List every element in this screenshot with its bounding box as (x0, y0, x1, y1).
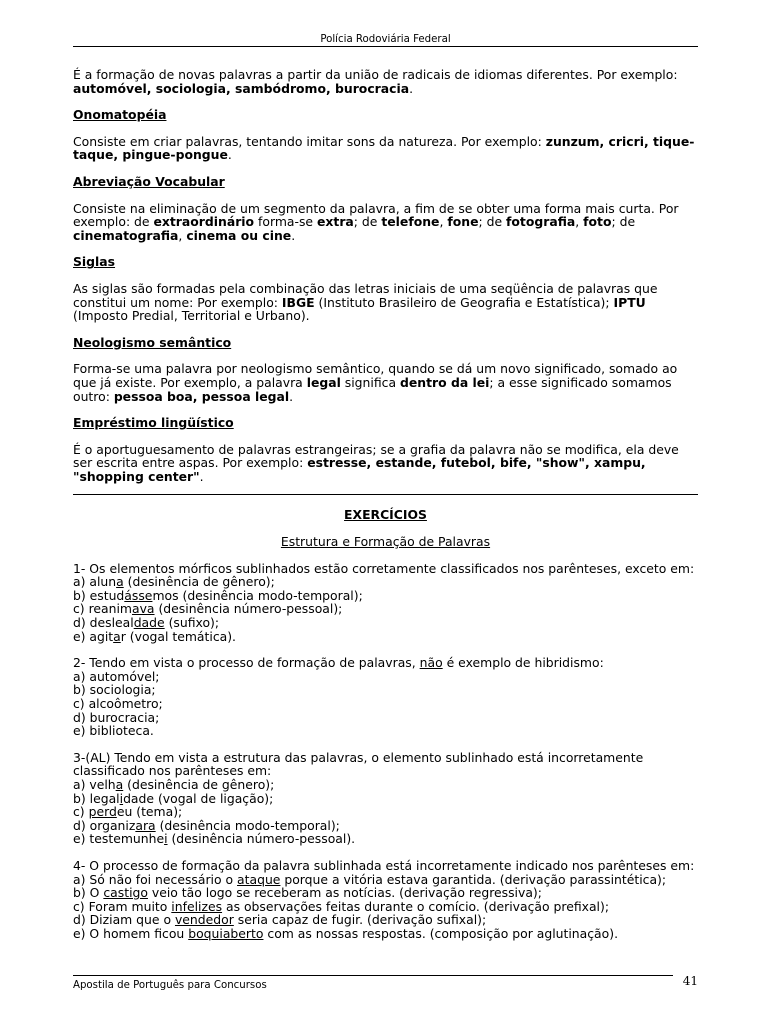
text-run: c) reanim (73, 601, 132, 617)
text-run: ; de (353, 214, 382, 230)
header-title: Polícia Rodoviária Federal (320, 34, 451, 45)
bold-run: IPTU (613, 294, 646, 310)
text-run: , (178, 227, 187, 243)
underlined-run: vendedor (174, 912, 234, 928)
exercicios-subtitle: Estrutura e Formação de Palavras (280, 534, 491, 550)
abreviacao-paragraph (73, 202, 698, 243)
option-c (73, 602, 698, 616)
bold-run: fone (447, 214, 479, 230)
underlined-run: dade (133, 615, 165, 631)
text-run: significa (340, 374, 400, 390)
abreviacao-heading: Abreviação Vocabular (73, 173, 225, 189)
text-run: a) Só não foi necessário o (73, 871, 238, 887)
text-run: forma-se (254, 214, 317, 230)
option-e (73, 927, 698, 941)
option-b (73, 589, 698, 603)
onomatopeia-heading: Onomatopéia (73, 107, 167, 123)
text-run: ; de (611, 214, 636, 230)
text-run: a) alun (73, 574, 117, 590)
question-3 (73, 751, 698, 846)
underlined-run: boquiaberto (188, 925, 264, 941)
question-stem (73, 656, 698, 670)
bold-run: cinematografia (73, 227, 179, 243)
text-run: É o aportuguesamento de palavras estrangeiras; se a grafia da palavra não se modifica, ela deve ser escrita entre aspas. Por exemplo: (73, 441, 679, 471)
question-4 (73, 859, 698, 941)
underlined-run: ataque (237, 871, 281, 887)
text-run: . (291, 227, 296, 243)
underlined-run: perd (88, 804, 117, 820)
text-run: (sufixo); (164, 615, 220, 631)
question-stem: 3-(AL) Tendo em vista a estrutura das palavras, o elemento sublinhado está incorretamente classificado nos parênteses em: (73, 749, 644, 779)
text-run: c) Foram muito (73, 898, 172, 914)
text-run: porque a vitória estava garantida. (derivação parassintética); (280, 871, 667, 887)
option-a (73, 575, 698, 589)
question-1 (73, 562, 698, 644)
text-run: é exemplo de hibridismo: (442, 655, 604, 671)
option-b (73, 792, 698, 806)
bold-run: estresse, estande, futebol, bife, "show", xampu, "shopping center" (73, 455, 646, 484)
siglas-paragraph (73, 282, 698, 323)
option-d (73, 819, 698, 833)
section-divider (73, 494, 698, 495)
text-run: d) Diziam que o (73, 912, 175, 928)
neologismo-paragraph (73, 362, 698, 403)
neologismo-heading: Neologismo semântico (73, 334, 232, 350)
onomatopeia-end: . (227, 147, 232, 163)
text-run: e) O homem ficou (73, 925, 189, 941)
question-stem: 4- O processo de formação da palavra sublinhada está incorretamente indicado nos parênteses em: (73, 857, 695, 873)
underlined-run: ara (135, 817, 156, 833)
option-a (73, 873, 698, 887)
text-run: Forma-se uma palavra por neologismo semântico, quando se dá um novo significado, somado ao que já existe. Por exemplo, a palavra (73, 361, 678, 390)
exercicios-title: EXERCÍCIOS (344, 507, 427, 523)
text-run: eu (tema); (116, 804, 183, 820)
option-c (73, 805, 698, 819)
text-run: seria capaz de fugir. (derivação sufixal); (233, 912, 487, 928)
text-run: d) desleal (73, 615, 134, 631)
text-run: (desinência modo-temporal); (155, 817, 340, 833)
onomatopeia-paragraph (73, 135, 698, 162)
text-run: b) estud (73, 587, 125, 603)
underlined-run: a (116, 574, 124, 590)
option-e: e) biblioteca. (73, 723, 154, 739)
option-b: b) sociologia; (73, 682, 156, 698)
text-run: (desinência número-pessoal); (154, 601, 343, 617)
bold-run: cinema ou cine (186, 227, 292, 243)
bold-run: foto (583, 214, 612, 230)
underlined-run: a (115, 776, 124, 792)
option-a (73, 778, 698, 792)
option-d: d) burocracia; (73, 709, 160, 725)
content (73, 68, 698, 954)
footer-rule (73, 975, 673, 976)
hibridismo-intro: É a formação de novas palavras a partir da união de radicais de idiomas diferentes. Por exemplo: (73, 67, 678, 82)
option-a: a) automóvel; (73, 668, 160, 684)
text-run: ; de (478, 214, 507, 230)
option-c: c) alcoômetro; (73, 696, 163, 711)
text-run: as observações feitas durante o comício. (derivação prefixal); (222, 898, 609, 914)
hibridismo-end: . (409, 80, 414, 96)
bold-run: telefone (381, 214, 440, 230)
text-run: dade (vogal de ligação); (123, 790, 274, 806)
underlined-run: ava (132, 601, 155, 617)
text-run: (desinência de gênero); (123, 776, 275, 792)
emprestimo-heading: Empréstimo lingüístico (73, 415, 234, 431)
text-run: (desinência número-pessoal). (167, 831, 356, 847)
option-b (73, 886, 698, 900)
text-run: e) testemunhe (73, 831, 165, 847)
onomatopeia-text: Consiste em criar palavras, tentando imitar sons da natureza. Por exemplo: (73, 133, 546, 149)
underlined-run: castigo (103, 885, 148, 901)
text-run: b) legal (73, 790, 120, 806)
bold-run: IBGE (281, 294, 315, 310)
text-run: 2- Tendo em vista o processo de formação de palavras, (73, 655, 420, 671)
option-e (73, 630, 698, 644)
onomatopeia-examples: zunzum, cricri, tique-taque, pingue-pongue (73, 133, 695, 163)
bold-run: dentro da lei (400, 374, 490, 390)
option-d (73, 616, 698, 630)
text-run: . (199, 468, 204, 484)
option-c (73, 900, 698, 914)
text-run: c) (73, 804, 89, 820)
bold-run: legal (306, 374, 341, 390)
text-run: a) velh (73, 776, 116, 792)
hibridismo-examples: automóvel, sociologia, sambódromo, burocracia (73, 80, 410, 96)
text-run: (Imposto Predial, Territorial e Urbano). (73, 308, 310, 324)
text-run: r (vogal temática). (120, 628, 236, 644)
underlined-run: não (419, 655, 443, 671)
bold-run: pessoa boa, pessoa legal (113, 388, 290, 404)
option-d (73, 913, 698, 927)
text-run: As siglas são formadas pela combinação das letras iniciais de uma seqüência de palavras que constitui um nome: Por exemplo: (73, 280, 658, 310)
bold-run: extra (317, 214, 354, 230)
question-2 (73, 656, 698, 738)
text-run: com as nossas respostas. (composição por aglutinação). (263, 925, 619, 941)
underlined-run: i (119, 790, 124, 806)
siglas-heading: Siglas (73, 254, 116, 270)
text-run: , (439, 214, 448, 230)
text-run: b) O (73, 885, 104, 901)
text-run: ; a esse significado somamos outro: (73, 374, 672, 404)
text-run: , (575, 214, 584, 230)
underlined-run: a (113, 628, 121, 644)
header-rule (73, 46, 698, 47)
hibridismo-paragraph (73, 68, 698, 95)
underlined-run: i (164, 831, 168, 847)
text-run: . (289, 388, 294, 404)
option-e (73, 832, 698, 846)
text-run: veio tão logo se receberam as notícias. (derivação regressiva); (147, 885, 542, 901)
page-number: 41 (682, 974, 698, 988)
text-run: d) organiz (73, 817, 136, 833)
footer-title: Apostila de Português para Concursos (73, 980, 267, 991)
text-run: (Instituto Brasileiro de Geografia e Estatística); (314, 294, 614, 310)
text-run: (desinência de gênero); (123, 574, 275, 590)
underlined-run: infelizes (171, 898, 223, 914)
bold-run: fotografia (506, 214, 576, 230)
underlined-run: ásse (124, 587, 153, 603)
emprestimo-paragraph (73, 443, 698, 484)
bold-run: extraordinário (153, 214, 255, 230)
text-run: Consiste na eliminação de um segmento da palavra, a fim de se obter uma forma mais curta. Por exemplo: de (73, 200, 679, 230)
text-run: e) agit (73, 628, 114, 644)
text-run: mos (desinência modo-temporal); (152, 587, 363, 603)
question-stem: 1- Os elementos mórficos sublinhados estão corretamente classificados nos parênteses, exceto em: (73, 560, 695, 576)
